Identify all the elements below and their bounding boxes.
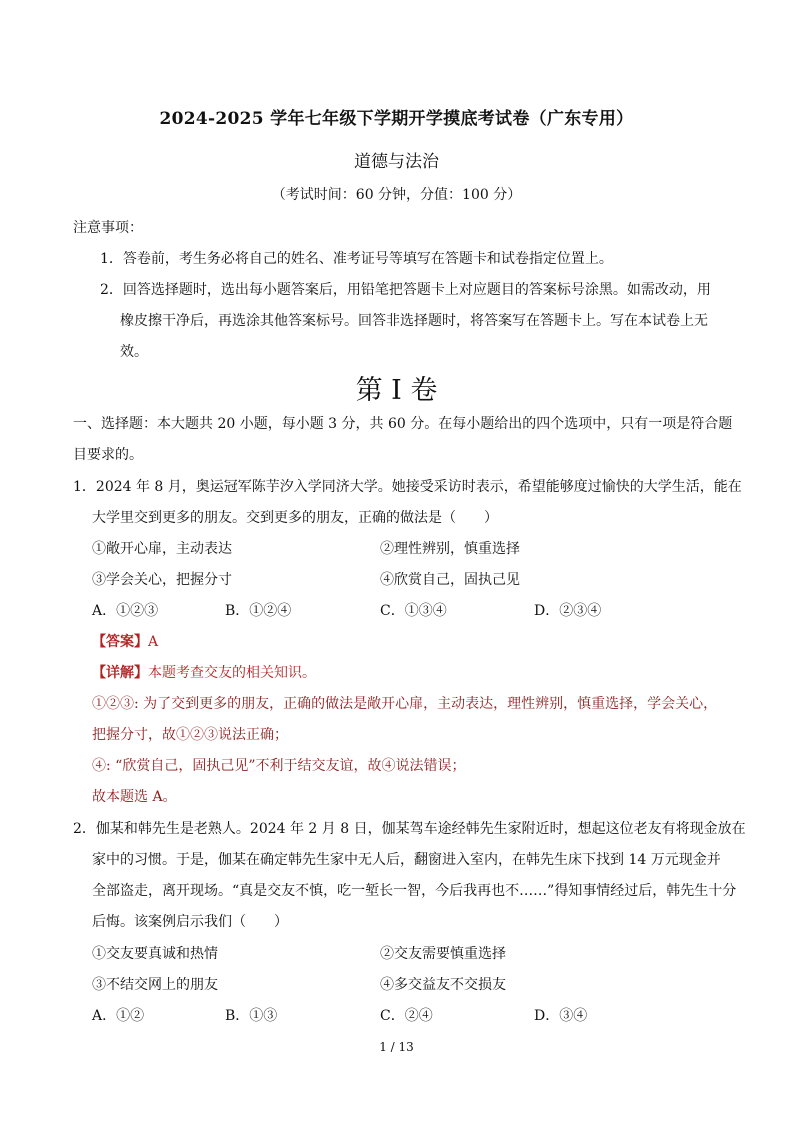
question-1-choice-a: A．①②③ [92,603,159,619]
question-1-choice-d: D．②③④ [534,603,602,619]
question-1-choice-c: C．①③④ [380,603,447,619]
question-2-stem: 2．伽某和韩先生是老熟人。2024 年 2 月 8 日，伽某驾车途经韩先生家附近时，想起这位老友有将现金放在 [73,821,746,837]
question-2-statement-3: ③不结交网上的朋友 [92,977,218,993]
question-2-choice-d: D．③④ [534,1008,588,1024]
notes-heading: 注意事项： [73,220,143,236]
page-number: 1 / 13 [379,1040,414,1054]
question-1-detail [92,663,316,683]
question-1-statement-1: ①敞开心扉，主动表达 [92,541,232,557]
question-1-stem-cont: 大学里交到更多的朋友。交到更多的朋友，正确的做法是（ ） [92,510,498,526]
volume-title: 第 I 卷 [355,375,438,406]
detail-label: 【详解】 [92,665,148,681]
question-2-stem-cont-3: 后悔。该案例启示我们（ ） [92,914,288,930]
question-2-statement-4: ④多交益友不交损友 [380,977,506,993]
question-2-statement-1: ①交友要真诚和热情 [92,946,218,962]
question-1-explanation-4: 故本题选 A。 [92,789,177,805]
note-item-2-end: 效。 [120,344,148,360]
note-item-2: 2．回答选择题时，选出每小题答案后，用铅笔把答题卡上对应题目的答案标号涂黑。如需改动，用 [100,282,711,298]
note-item-1: 1．答卷前，考生务必将自己的姓名、准考证号等填写在答题卡和试卷指定位置上。 [100,251,613,267]
detail-text: 本题考查交友的相关知识。 [148,665,316,681]
section-instructions: 一、选择题：本大题共 20 小题，每小题 3 分，共 60 分。在每小题给出的四个选项中，只有一项是符合题 [73,416,733,432]
question-1-answer [92,632,158,652]
question-1-choice-b: B．①②④ [225,603,292,619]
answer-value: A [148,634,159,650]
exam-title: 2024-2025 学年七年级下学期开学摸底考试卷（广东专用） [159,109,634,129]
question-1-explanation-3: ④: “欣赏自己，固执己见”不利于结交友谊，故④说法错误； [92,758,466,774]
note-item-2-cont: 橡皮擦干净后，再选涂其他答案标号。回答非选择题时，将答案写在答题卡上。写在本试卷上无 [120,313,708,329]
question-1-stem: 1．2024 年 8 月，奥运冠军陈芋汐入学同济大学。她接受采访时表示，希望能够度过愉快的大学生活，能在 [73,479,742,495]
exam-time-info: （考试时间：60 分钟，分值：100 分） [271,187,522,203]
question-2-statement-2: ②交友需要慎重选择 [380,946,506,962]
question-2-stem-cont-2: 全部盗走，离开现场。“真是交友不慎，吃一堑长一智，今后我再也不……”得知事情经过后，韩先生十分 [92,883,737,899]
question-2-choice-a: A．①② [92,1008,145,1024]
subject-title: 道德与法治 [354,152,439,172]
question-1-statement-2: ②理性辨别，慎重选择 [380,541,520,557]
answer-label: 【答案】 [92,634,148,650]
section-instructions-cont: 目要求的。 [73,447,143,463]
question-2-choice-b: B．①③ [225,1008,278,1024]
question-1-explanation-1: ①②③: 为了交到更多的朋友，正确的做法是敞开心扉，主动表达，理性辨别，慎重选择，学会关心， [92,696,718,712]
question-1-explanation-2: 把握分寸，故①②③说法正确； [92,727,288,743]
question-2-choice-c: C．②④ [380,1008,433,1024]
question-1-statement-4: ④欣赏自己，固执己见 [380,572,520,588]
question-1-statement-3: ③学会关心，把握分寸 [92,572,232,588]
question-2-stem-cont-1: 家中的习惯。于是，伽某在确定韩先生家中无人后，翻窗进入室内，在韩先生床下找到 14 万元现金并 [92,852,721,868]
